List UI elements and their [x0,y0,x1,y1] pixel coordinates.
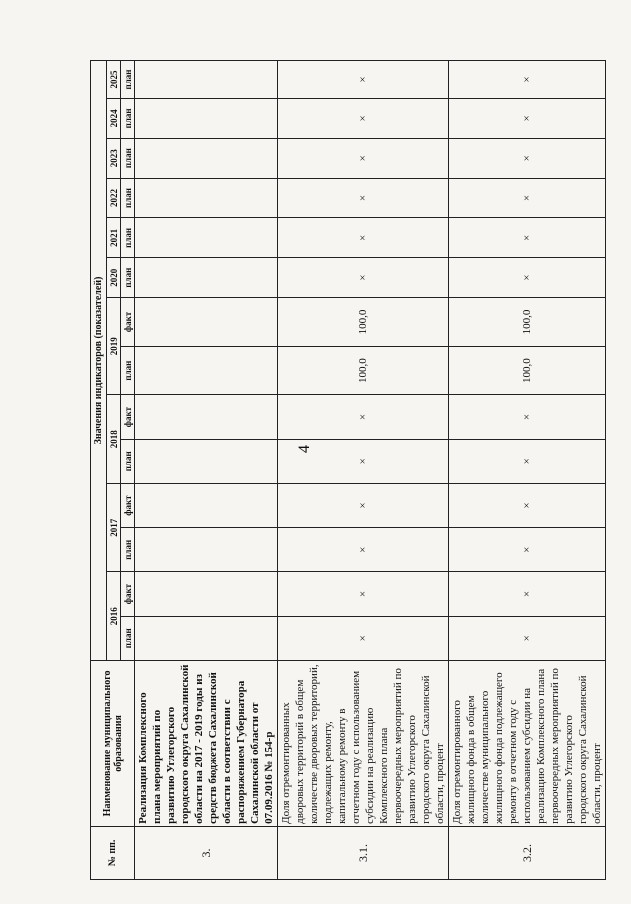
cell-value: × [278,258,449,298]
cell-value: × [449,528,606,572]
subhdr-plan: план [121,61,135,99]
cell-value: × [278,616,449,660]
cell-value: × [449,439,606,483]
cell-value: × [278,98,449,138]
table-row [135,61,278,880]
cell-value: × [278,218,449,258]
cell-value: × [278,483,449,527]
cell-value: × [278,61,449,99]
subhdr-plan: план [121,616,135,660]
subhdr-fact: факт [121,572,135,616]
row-name: Доля отремонтированного жилищного фонда в общем количестве муниципального жилищного фонда подлежащего ремонту в отчетном году с использованием субсидии на реализацию Комплексного плана первоочередных мероприятий по развитию Углегорского городского округа Сахалинской области, процент [449,660,606,826]
cell-value: × [449,572,606,616]
row-name: Реализация Комплексного плана мероприятий по развитию Углегорского городского округа Сахалинской области на 2017 - 2019 годы из средств бюджета Сахалинской области в соответствии с распоряжением Губернатора Сахалинской области от 07.09.2016 № 154-р [135,660,278,826]
row-number: 3. [135,826,278,879]
cell-value: × [278,138,449,178]
cell-value: 100,0 [278,346,449,395]
year-2017: 2017 [107,483,121,572]
cell-value: × [278,395,449,439]
table-row [449,61,606,880]
cell-value: × [449,61,606,99]
year-2024: 2024 [107,98,121,138]
indicators-table [90,60,606,880]
subhdr-plan: план [121,528,135,572]
subhdr-plan: план [121,439,135,483]
header-num: № пп. [91,826,135,879]
subhdr-plan: план [121,218,135,258]
subhdr-fact: факт [121,483,135,527]
year-2023: 2023 [107,138,121,178]
cell-value: × [449,616,606,660]
subhdr-plan: план [121,346,135,395]
cell-value: × [278,528,449,572]
cell-value: × [278,439,449,483]
cell-value: × [449,138,606,178]
row-number: 3.1. [278,826,449,879]
cell-value: × [278,572,449,616]
year-2021: 2021 [107,218,121,258]
cell-value: × [449,483,606,527]
row-number: 3.2. [449,826,606,879]
year-2018: 2018 [107,395,121,484]
subhdr-plan: план [121,138,135,178]
cell-value: × [449,218,606,258]
cell-value: × [278,178,449,218]
year-2019: 2019 [107,298,121,395]
rotated-table-wrapper [90,60,603,880]
year-2025: 2025 [107,61,121,99]
year-2020: 2020 [107,258,121,298]
cell-value: × [449,98,606,138]
year-2016: 2016 [107,572,121,661]
header-name: Наименование муниципального образования [91,660,135,826]
subhdr-plan: план [121,258,135,298]
subhdr-plan: план [121,178,135,218]
header-values: Значения индикаторов (показателей) [91,61,107,661]
subhdr-fact: факт [121,298,135,347]
year-2022: 2022 [107,178,121,218]
cell-value: 100,0 [278,298,449,347]
cell-value: × [449,178,606,218]
row-name: Доля отремонтированных дворовых территорий в общем количестве дворовых территорий, подлежащих ремонту, капитальному ремонту в отчетном году с использованием субсидии на реализацию Комплексного плана первоочередных мероприятий по развитию Углегорского городского округа Сахалинской области, процент [278,660,449,826]
cell-value: 100,0 [449,298,606,347]
cell-value: 100,0 [449,346,606,395]
subhdr-fact: факт [121,395,135,439]
page-number: 4 [296,445,313,453]
cell-value: × [449,258,606,298]
subhdr-plan: план [121,98,135,138]
table-row [278,61,449,880]
cell-value: × [449,395,606,439]
